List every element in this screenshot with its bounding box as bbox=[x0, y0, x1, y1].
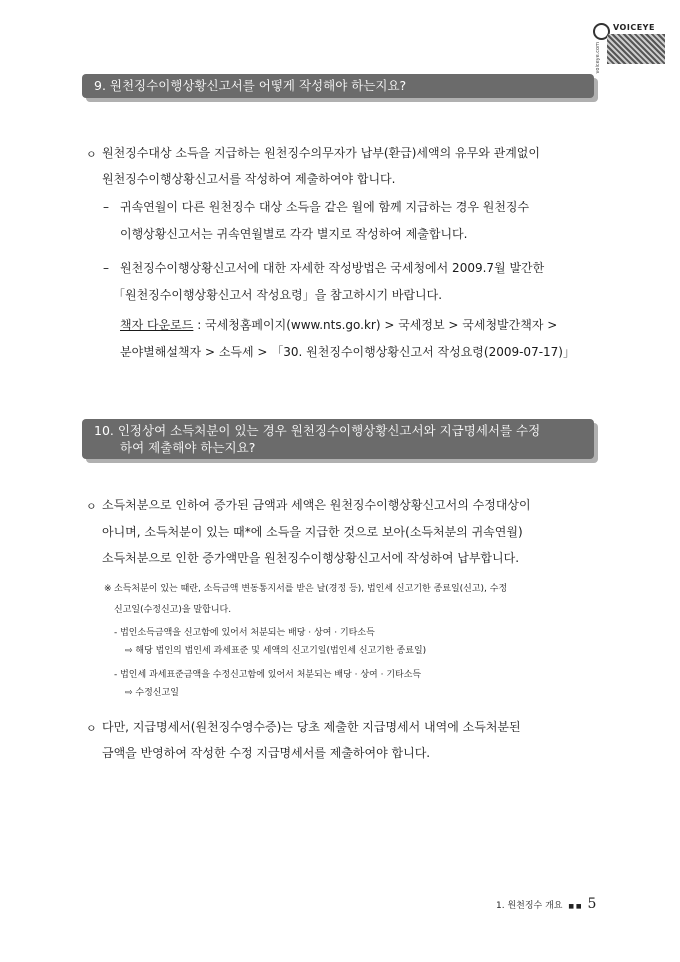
section-9-line-2: 원천징수이행상황신고서를 작성하여 제출하여야 합니다. bbox=[102, 172, 396, 186]
download-label: 책자 다운로드 bbox=[120, 318, 194, 332]
download-line-1 bbox=[120, 317, 557, 334]
voiceye-brand: VOICEYE bbox=[613, 23, 655, 32]
section-10-line-1: 소득처분으로 인하여 증가된 금액과 세액은 원천징수이행상황신고서의 수정대상이 bbox=[102, 498, 531, 512]
section-9-header bbox=[82, 74, 594, 98]
dash-marker: – bbox=[103, 261, 109, 275]
bullet-marker: ㅇ bbox=[86, 722, 97, 735]
note-item-2-result-text: 수정신고일 bbox=[135, 688, 179, 698]
note-item-2: - 법인세 과세표준금액을 수정신고함에 있어서 처분되는 배당 · 상여 · 기타소득 bbox=[114, 670, 422, 680]
section-10-line-2: 아니며, 소득처분이 있는 때*에 소득을 지급한 것으로 보아(소득처분의 귀속연월) bbox=[102, 525, 523, 539]
footer-squares: ■ ■ bbox=[568, 903, 582, 910]
note-item-1: - 법인소득금액을 신고함에 있어서 처분되는 배당 · 상여 · 기타소득 bbox=[114, 628, 375, 638]
page-number: 5 bbox=[587, 896, 597, 912]
bullet-marker: ㅇ bbox=[86, 500, 97, 513]
note-line-2: 신고일(수정신고)을 말합니다. bbox=[114, 605, 232, 615]
note-item-2-result bbox=[125, 687, 179, 700]
section-9-title: 9. 원천징수이행상황신고서를 어떻게 작성해야 하는지요? bbox=[94, 78, 407, 93]
voiceye-code-icon bbox=[607, 34, 665, 64]
bullet-marker: ㅇ bbox=[86, 148, 97, 161]
section-10-header bbox=[82, 419, 594, 459]
note-item-1-result bbox=[125, 645, 426, 658]
subitem-1-line-2: 이행상황신고서는 귀속연월별로 각각 별지로 작성하여 제출합니다. bbox=[120, 227, 468, 241]
arrow-right-icon: ⇨ bbox=[125, 646, 133, 656]
section-10-bullet2-line-2: 금액을 반영하여 작성한 수정 지급명세서를 제출하여야 합니다. bbox=[102, 746, 431, 760]
section-10-line-3: 소득처분으로 인한 증가액만을 원천징수이행상황신고서에 작성하여 납부합니다. bbox=[102, 551, 520, 565]
section-9-line-1: 원천징수대상 소득을 지급하는 원천징수의무자가 납부(환급)세액의 유무와 관계없이 bbox=[102, 146, 540, 160]
subitem-2-line-1: 원천징수이행상황신고서에 대한 자세한 작성방법은 국세청에서 2009.7월 발간한 bbox=[120, 261, 545, 275]
download-line-2: 분야별해설책자 > 소득세 > 「30. 원천징수이행상황신고서 작성요령(2009-07-17)」 bbox=[120, 345, 575, 359]
page-footer bbox=[496, 896, 596, 912]
section-10-title-line-2: 하여 제출해야 하는지요? bbox=[120, 440, 256, 455]
note-line-1: 소득처분이 있는 때란, 소득금액 변동통지서를 받은 날(경정 등), 법인세 신고기한 종료일(신고), 수정 bbox=[114, 584, 508, 594]
voiceye-side-text: voiceye.com bbox=[595, 42, 601, 74]
footer-chapter: 1. 원천징수 개요 bbox=[496, 901, 563, 911]
arrow-right-icon: ⇨ bbox=[125, 688, 133, 698]
note-item-1-result-text: 해당 법인의 법인세 과세표준 및 세액의 신고기일(법인세 신고기한 종료일) bbox=[135, 646, 427, 656]
section-10-title-line-1: 10. 인정상여 소득처분이 있는 경우 원천징수이행상황신고서와 지급명세서를 수정 bbox=[94, 423, 541, 438]
download-path-1: : 국세청홈페이지(www.nts.go.kr) > 국세정보 > 국세청발간책자 > bbox=[193, 318, 558, 332]
subitem-2-line-2: 「원천징수이행상황신고서 작성요령」을 참고하시기 바랍니다. bbox=[113, 288, 443, 302]
note-marker: ※ bbox=[104, 584, 112, 594]
subitem-1-line-1: 귀속연월이 다른 원천징수 대상 소득을 같은 월에 함께 지급하는 경우 원천징수 bbox=[120, 200, 530, 214]
section-10-bullet2-line-1: 다만, 지급명세서(원천징수영수증)는 당초 제출한 지급명세서 내역에 소득처분된 bbox=[102, 720, 521, 734]
dash-marker: – bbox=[103, 200, 109, 214]
